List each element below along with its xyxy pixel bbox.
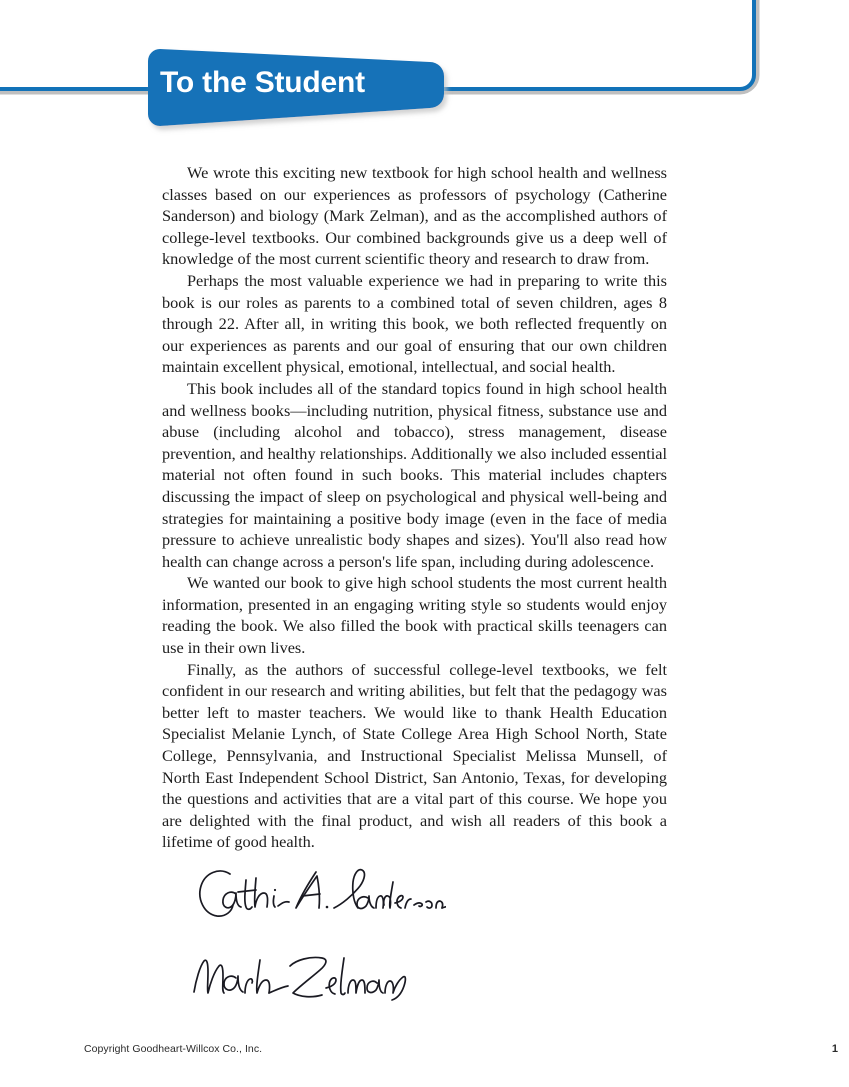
signature-catherine-sanderson bbox=[200, 870, 446, 916]
page-title-banner bbox=[132, 40, 462, 140]
signature-mark-zelman bbox=[194, 957, 405, 1000]
page-footer bbox=[84, 1043, 838, 1055]
signature-block bbox=[186, 862, 446, 1002]
letter-body bbox=[162, 162, 667, 853]
footer-page-number: 1 bbox=[831, 1043, 838, 1055]
page-title: To the Student bbox=[160, 66, 365, 99]
body-paragraph-5: Finally, as the authors of successful college-level textbooks, we felt confident in our research and writing abilities, but felt that the pedagogy was better left to master teachers. We would like to thank Health Education Specialist Melanie Lynch, of State College Area High School North, State College, Pennsylvania, and Instructional Specialist Melissa Munsell, of North East Independent School District, San Antonio, Texas, for developing the questions and activities that are a vital part of this course. We hope you are delighted with the final product, and wish all readers of this book a lifetime of good health. bbox=[162, 659, 667, 852]
body-paragraph-3: This book includes all of the standard topics found in high school health and wellness books—including nutrition, physical fitness, substance use and abuse (including alcohol and tobacco), stress management, disease prevention, and healthy relationships. Additionally we also included essential material not often found in such books. This material includes chapters discussing the impact of sleep on psychological and physical well-being and strategies for maintaining a positive body image (even in the face of media pressure to achieve unrealistic body shapes and sizes). You'll also read how health can change across a person's life span, including during adolescence. bbox=[162, 378, 667, 571]
footer-copyright-text: Copyright Goodheart-Willcox Co., Inc. bbox=[84, 1043, 263, 1055]
body-paragraph-2: Perhaps the most valuable experience we had in preparing to write this book is our roles as parents to a combined total of seven children, ages 8 through 22. After all, in writing this book, we both reflected frequently on our experiences as parents and our goal of ensuring that our own children maintain excellent physical, emotional, intellectual, and social health. bbox=[162, 270, 667, 377]
body-paragraph-4: We wanted our book to give high school students the most current health information, presented in an engaging writing style so students would enjoy reading the book. We also filled the book with practical skills teenagers can use in their own lives. bbox=[162, 573, 667, 658]
body-paragraph-1: We wrote this exciting new textbook for high school health and wellness classes based on our experiences as professors of psychology (Catherine Sanderson) and biology (Mark Zelman), and as the accomplished authors of college-level textbooks. Our combined backgrounds give us a deep well of knowledge of the most current scientific theory and research to draw from. bbox=[162, 163, 667, 269]
